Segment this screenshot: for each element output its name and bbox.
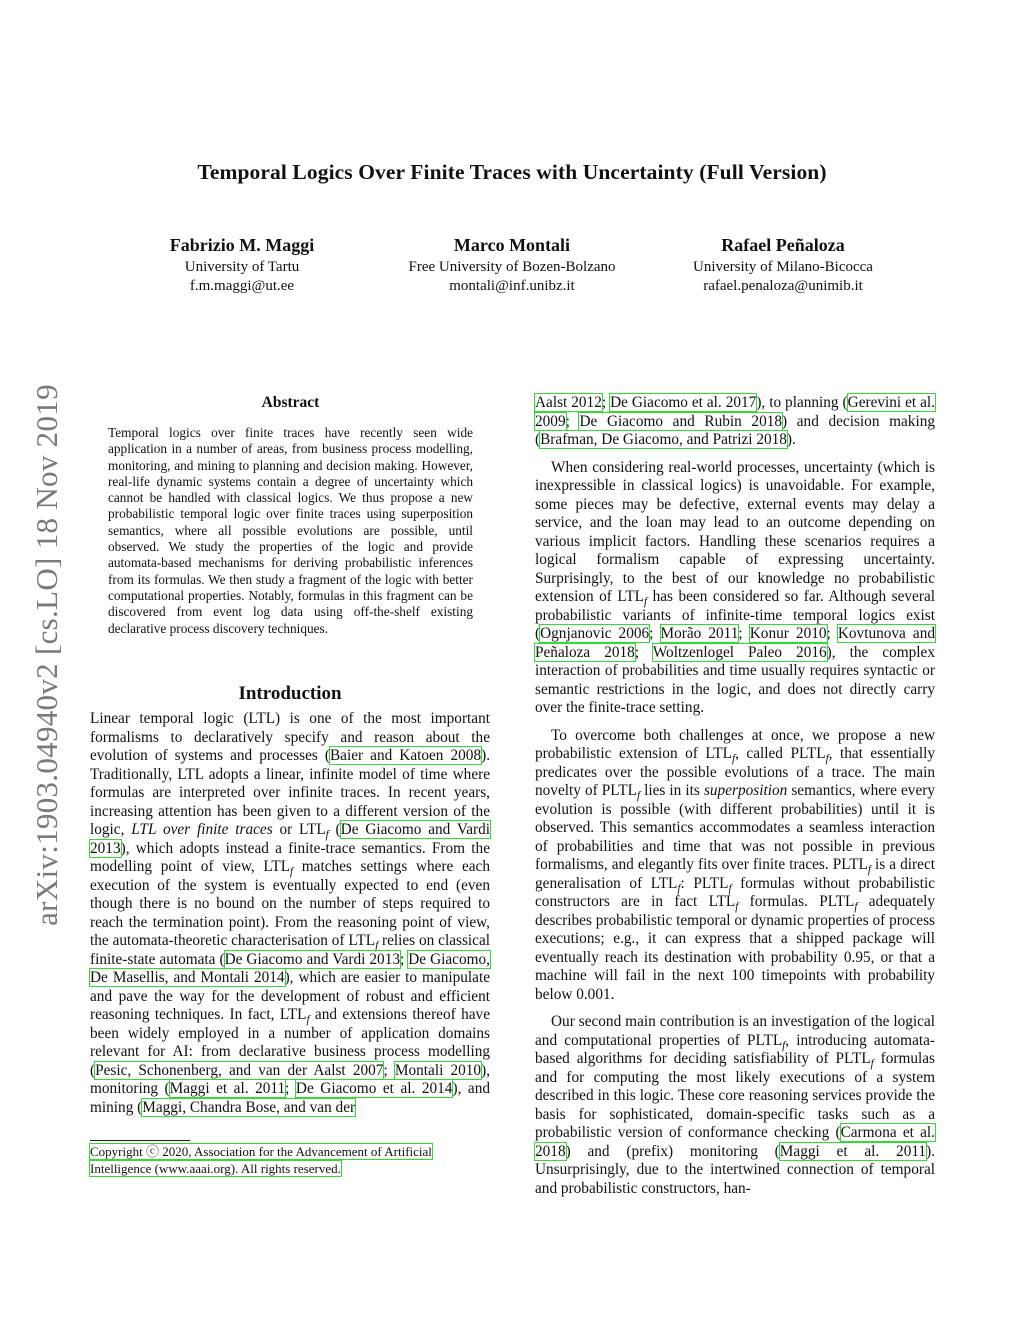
paper-title: Temporal Logics Over Finite Traces with Uncertainty (Full Version): [197, 160, 827, 184]
citation-link[interactable]: Maggi et al. 2011: [169, 1080, 286, 1097]
text-run: ;: [285, 1080, 296, 1097]
subscript-f: f: [325, 829, 329, 842]
citation-link[interactable]: Gerevini et al. 2009: [535, 394, 935, 430]
text-run: ;: [826, 625, 838, 642]
paragraph: [535, 459, 935, 718]
author-email: rafael.penaloza@unimib.it: [703, 278, 863, 294]
citation-link[interactable]: Morão 2011: [660, 625, 739, 642]
subscript-f: f: [825, 753, 829, 766]
citation-link[interactable]: Aalst 2012: [535, 394, 602, 411]
author-name: Fabrizio M. Maggi: [169, 235, 315, 255]
arxiv-stamp: arXiv:1903.04940v2 [cs.LO] 18 Nov 2019: [29, 384, 64, 926]
section-heading-introduction: Introduction: [238, 683, 342, 704]
subscript-f: f: [732, 753, 736, 766]
citation-link[interactable]: Pesic, Schonenberg, and van der Aalst 2007: [95, 1061, 384, 1079]
copyright-link[interactable]: Intelligence (www.aaai.org). All rights reserved.: [90, 1160, 341, 1176]
subscript-f: f: [870, 1058, 874, 1071]
text-run: (: [328, 821, 341, 838]
author-block: [382, 236, 642, 297]
text-run: ;: [738, 625, 750, 642]
right-column: [535, 394, 935, 1198]
citation-link[interactable]: De Giacomo et al. 2014: [295, 1080, 453, 1097]
subscript-f: f: [375, 940, 379, 953]
citation-link[interactable]: Maggi et al. 2011: [779, 1142, 927, 1160]
paragraph: [90, 710, 490, 1117]
text-run: , introducing automata-based algorithms for deciding satisfiability of PLTL: [535, 1031, 936, 1067]
text-run: ;: [634, 643, 653, 661]
text-run: formulas. PLTL: [738, 893, 855, 910]
copyright-footnote: [90, 1144, 490, 1177]
text-run: Linear temporal logic (LTL) is one of the most important formalisms to declaratively specify and reason about the evolution of systems and processes (: [90, 710, 490, 764]
text-run: ), and mining (: [90, 1080, 491, 1116]
subscript-f: f: [728, 882, 732, 895]
text-run: ), which adopts instead a finite-trace semantics. From the modelling point of view, LTL: [90, 839, 490, 875]
subscript-f: f: [867, 864, 871, 877]
citation-link[interactable]: De Giacomo, De Masellis, and Montali 2014: [90, 950, 490, 986]
text-run: To overcome both challenges at once, we propose a new probabilistic extension of LTL: [535, 726, 935, 762]
author-affiliation: University of Tartu: [184, 258, 300, 275]
paragraph: [535, 394, 935, 450]
text-run: formulas without probabilistic constructors are in fact LTL: [535, 874, 935, 910]
author-name: Marco Montali: [453, 235, 571, 255]
text-run: ). Unsurprisingly, due to the intertwined connection of temporal and probabilistic constructors, han-: [535, 1142, 935, 1197]
abstract-heading: Abstract: [261, 394, 320, 411]
text-run: and extensions thereof have been widely employed in a number of application domains relevant for AI: from declarative business process modelling (: [90, 1006, 490, 1079]
text-run: ) and decision making (: [535, 412, 935, 448]
citation-link[interactable]: De Giacomo and Vardi 2013: [90, 821, 490, 857]
text-run: When considering real-world processes, uncertainty (which is inexpressible in classical logics) is unavoidable. For example, some pieces may be defective, external events may delay a service, and the loan may lead to an outcome depending on various implicit factors. Handling these scenarios requires a logical formalism capable of expressing uncertainty. Surprisingly, to the best of our knowledge no probabilistic extension of LTL: [535, 458, 935, 605]
author-block: [112, 236, 372, 297]
paragraph: [535, 1013, 935, 1198]
abstract-text: Temporal logics over finite traces have recently seen wide application in a number of areas, from business process modelling, monitoring, and mining to planning and decision making. However, real-life dynamic systems contain a degree of uncertainty which cannot be handled with classical logics. We thus propose a new probabilistic temporal logic over finite traces using superposition semantics, where all possible evolutions are possible, until observed. We study the properties of the logic and provide automata-based mechanisms for deriving probabilistic inferences from its formulas. We then study a fragment of the logic with better computational properties. Notably, formulas in this fragment can be discovered from event log data using off-the-shelf existing declarative process discovery techniques.: [108, 425, 473, 636]
citation-link[interactable]: Konur 2010: [749, 625, 827, 642]
text-run: semantics, where every evolution is possible (with different probabilities) until it is observed. This semantics accommodates a seamless interaction of probabilities and time that was not possible in previous formalisms, and elegantly fits over finite traces. PLTL: [535, 782, 935, 873]
citation-link[interactable]: Carmona et al. 2018: [535, 1124, 936, 1160]
text-run: matches settings where each execution of the system is eventually expected to end (even though there is no bound on the number of steps required to reach the termination point). From the reasoning point of view, the automata-theoretic characterisation of LTL: [90, 858, 490, 949]
text-run: , that essentially predicates over the possible evolutions of a trace. The main novelty of PLTL: [535, 745, 935, 799]
text-run: or LTL: [272, 821, 326, 838]
text-run: ), the complex interaction of probabilities and time usually requires syntactic or semantic restrictions in the logic, and does not directly carry over the finite-trace setting.: [535, 643, 935, 716]
paragraph: [535, 727, 935, 1005]
copyright-link[interactable]: Copyright ⓒ 2020, Association for the Advancement of Artificial: [90, 1144, 432, 1159]
citation-link[interactable]: Kovtunova and Peñaloza 2018: [535, 625, 936, 661]
text-run: ).: [786, 431, 796, 448]
subscript-f: f: [636, 790, 640, 803]
citation-link[interactable]: De Giacomo and Rubin 2018: [579, 412, 783, 430]
citation-link[interactable]: Ognjanovic 2006: [540, 625, 650, 642]
text-run: lies in its: [640, 782, 704, 799]
text-run: ;: [383, 1061, 395, 1079]
subscript-f: f: [782, 1039, 786, 1052]
footnote-rule: [90, 1140, 190, 1141]
author-affiliation: University of Milano-Bicocca: [693, 258, 873, 275]
subscript-f: f: [290, 866, 294, 879]
author-email: f.m.maggi@ut.ee: [189, 278, 295, 294]
subscript-f: f: [677, 882, 681, 895]
text-run: formulas and for computing the most likely executions of a system described in this logic. These core reasoning services provide the basis for sophisticated, domain-specific tasks such as a probabilistic version of conformance checking (: [535, 1050, 936, 1141]
citation-link[interactable]: Woltzenlogel Paleo 2016: [652, 643, 827, 661]
author-name: Rafael Peñaloza: [721, 235, 845, 255]
subscript-f: f: [854, 901, 858, 914]
text-run: ;: [400, 950, 409, 968]
text-run: ;: [565, 412, 580, 430]
citation-link[interactable]: Baier and Katoen 2008: [329, 747, 482, 764]
citation-link[interactable]: Brafman, De Giacomo, and Patrizi 2018: [540, 431, 787, 448]
subscript-f: f: [306, 1014, 310, 1027]
text-run: ;: [601, 394, 611, 411]
text-run: ;: [649, 625, 661, 642]
subscript-f: f: [735, 901, 739, 914]
text-run: ). Traditionally, LTL adopts a linear, infinite model of time where formulas are interpreted over infinite traces. In recent years, increasing attention has been given to a different version of the logic,: [90, 747, 491, 838]
citation-link[interactable]: De Giacomo et al. 2017: [610, 394, 757, 411]
citation-link[interactable]: Maggi, Chandra Bose, and van der: [142, 1098, 356, 1116]
text-run: has been considered so far. Although several probabilistic variants of infinite-time temporal logics exist (: [535, 588, 935, 642]
introduction-column: [90, 710, 490, 1117]
text-run: ) and (prefix) monitoring (: [565, 1142, 780, 1160]
author-block: [653, 236, 913, 297]
text-run: , called PLTL: [735, 745, 826, 762]
citation-link[interactable]: De Giacomo and Vardi 2013: [224, 950, 400, 968]
subscript-f: f: [644, 596, 648, 609]
text-run: relies on classical finite-state automata (: [90, 932, 490, 968]
emphasis: superposition: [703, 782, 788, 799]
author-email: montali@inf.unibz.it: [449, 278, 575, 294]
author-affiliation: Free University of Bozen-Bolzano: [408, 258, 616, 275]
citation-link[interactable]: Montali 2010: [394, 1061, 482, 1079]
text-run: : PLTL: [680, 874, 729, 892]
text-run: adequately describes probabilistic temporal or dynamic properties of process executions; e.g., it can express that a shipped package will eventually reach its destination with probability 0.95, or that a machine will fail in the next 100 timepoints with probability below 0.001.: [535, 893, 936, 1003]
text-run: is a direct generalisation of LTL: [535, 856, 935, 892]
text-run: Our second main contribution is an investigation of the logical and computational properties of PLTL: [535, 1013, 935, 1049]
text-run: ), which are easier to manipulate and pave the way for the development of robust and efficient reasoning techniques. In fact, LTL: [90, 969, 490, 1023]
emphasis: LTL over finite traces: [131, 821, 273, 838]
text-run: ), monitoring (: [90, 1061, 491, 1097]
text-run: ), to planning (: [756, 394, 848, 411]
